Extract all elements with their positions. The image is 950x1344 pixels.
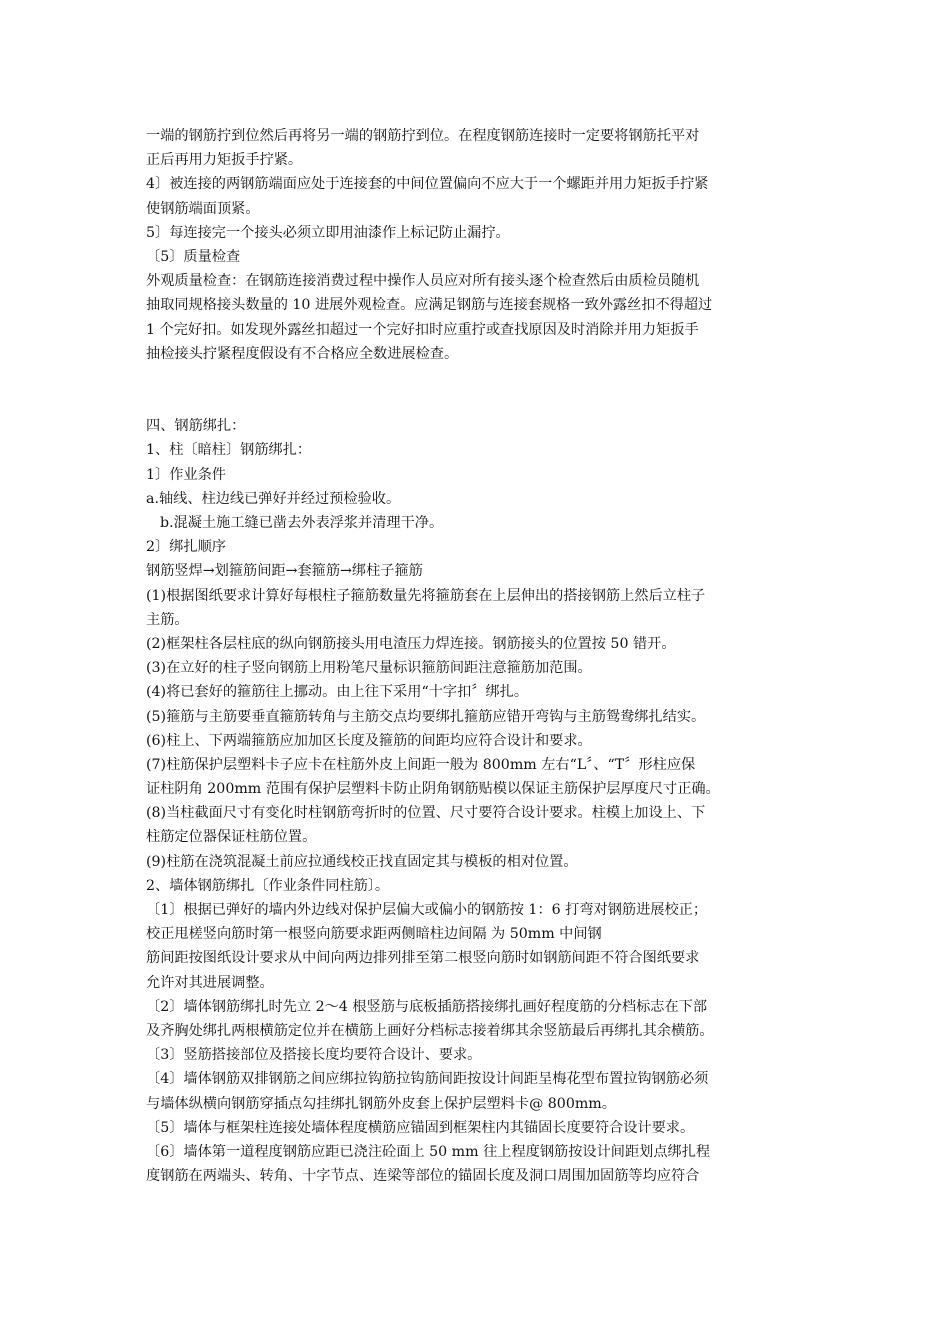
text-line: (4)将已套好的箍筋往上挪动。由上往下采用“十字扣〞绑扎。 xyxy=(146,684,529,701)
text-line: 允许对其进展调整。 xyxy=(146,974,274,991)
text-line: (6)柱上、下两端箍筋应加加区长度及箍筋的间距均应符合设计和要求。 xyxy=(146,732,592,749)
text-line: 抽检接头拧紧程度假设有不合格应全数进展检查。 xyxy=(146,345,459,362)
text-line: 5〕每连接完一个接头必须立即用油漆作上标记防止漏拧。 xyxy=(146,224,510,241)
text-line: 度钢筋在两端头、转角、十字节点、连梁等部位的锚固长度及洞口周围加固筋等均应符合 xyxy=(146,1168,700,1185)
text-line: 一端的钢筋拧到位然后再将另一端的钢筋拧到位。在程度钢筋连接时一定要将钢筋托平对 xyxy=(146,128,700,144)
text-line: 1〕作业条件 xyxy=(146,466,226,483)
paragraph-gap xyxy=(146,366,810,414)
text-line: 2〕绑扎顺序 xyxy=(146,539,226,556)
document-body xyxy=(146,124,810,1188)
text-line: 证柱阴角 200mm 范围有保护层塑料卡防止阴角钢筋贴模以保证主筋保护层厚度尺寸正确。 xyxy=(146,781,720,798)
section-heading: 四、钢筋绑扎： xyxy=(146,418,246,435)
text-line: (1)根据图纸要求计算好每根柱子箍筋数量先将箍筋套在上层伸出的搭接钢筋上然后立柱子 xyxy=(146,587,706,604)
text-line: 〔2〕墙体钢筋绑扎时先立 2～4 根竖筋与底板插筋搭接绑扎画好程度筋的分档标志在下部 xyxy=(146,998,708,1015)
text-line: 〔5〕墙体与框架柱连接处墙体程度横筋应锚固到框架柱内其锚固长度要符合设计要求。 xyxy=(146,1119,695,1136)
text-line: 1 个完好扣。如发现外露丝扣超过一个完好扣时应重拧或查找原因及时消除并用力矩扳手 xyxy=(146,321,699,338)
text-line: (3)在立好的柱子竖向钢筋上用粉笔尺量标识箍筋间距注意箍筋加范围。 xyxy=(146,660,592,677)
section-heading: 〔5〕质量检查 xyxy=(146,248,241,265)
text-line: 钢筋竖焊→划箍筋间距→套箍筋→绑柱子箍筋 xyxy=(146,563,423,580)
text-line: 使钢筋端面顶紧。 xyxy=(146,200,260,217)
text-line: 〔6〕墙体第一道程度钢筋应距已浇注砼面上 50 mm 往上程度钢筋按设计间距划点绑扎程 xyxy=(146,1143,711,1160)
text-line: (2)框架柱各层柱底的纵向钢筋接头用电渣压力焊连接。钢筋接头的位置按 50 错开。 xyxy=(146,635,676,652)
text-line: 与墙体纵横向钢筋穿插点勾挂绑扎钢筋外皮套上保护层塑料卡@ 800mm。 xyxy=(146,1095,616,1112)
text-line: (9)柱筋在浇筑混凝土前应拉通线校正找直固定其与模板的相对位置。 xyxy=(146,853,578,870)
text-line: 正后再用力矩扳手拧紧。 xyxy=(146,152,303,169)
text-line: 抽取同规格接头数量的 10 进展外观检查。应满足钢筋与连接套规格一致外露丝扣不得超过 xyxy=(146,297,713,314)
text-line: 〔1〕根据已弹好的墙内外边线对保护层偏大或偏小的钢筋按 1：6 打弯对钢筋进展校正； xyxy=(146,902,708,919)
text-line: 校正甩槎竖向筋时第一根竖向筋要求距两侧暗柱边间隔 为 50mm 中间钢 xyxy=(146,926,602,943)
text-line: 外观质量检查：在钢筋连接消费过程中操作人员应对所有接头逐个检查然后由质检员随机 xyxy=(146,273,700,290)
text-line: 4〕被连接的两钢筋端面应处于连接套的中间位置偏向不应大于一个螺距并用力矩扳手拧紧 xyxy=(146,176,709,193)
text-line: 〔4〕墙体钢筋双排钢筋之间应绑拉钩筋拉钩筋间距按设计间距呈梅花型布置拉钩钢筋必须 xyxy=(146,1071,709,1088)
text-line: 筋间距按图纸设计要求从中间向两边排列排至第二根竖向筋时如钢筋间距不符合图纸要求 xyxy=(146,950,700,967)
text-line: 柱筋定位器保证柱筋位置。 xyxy=(146,829,317,846)
subsection-heading: 2、墙体钢筋绑扎〔作业条件同柱筋〕。 xyxy=(146,877,390,894)
text-line: (7)柱筋保护层塑料卡子应卡在柱筋外皮上间距一般为 800mm 左右“L〞、“T〞形柱应保 xyxy=(146,756,696,773)
text-line: (8)当柱截面尺寸有变化时柱钢筋弯折时的位置、尺寸要符合设计要求。柱模上加设上、下 xyxy=(146,805,706,822)
text-line: 主筋。 xyxy=(146,611,189,628)
text-line: (5)箍筋与主筋要垂直箍筋转角与主筋交点均要绑扎箍筋应错开弯钩与主筋鸳鸯绑扎结实。 xyxy=(146,708,706,725)
text-line: a.轴线、柱边线已弹好并经过预检验收。 xyxy=(146,490,401,507)
text-line: 〔3〕竖筋搭接部位及搭接长度均要符合设计、要求。 xyxy=(146,1047,482,1064)
subsection-heading: 1、柱〔暗柱〕钢筋绑扎： xyxy=(146,442,312,459)
text-line: 及齐胸处绑扎两根横筋定位并在横筋上画好分档标志接着绑其余竖筋最后再绑扎其余横筋。 xyxy=(146,1022,714,1039)
text-line: b.混凝土施工缝已凿去外表浮浆并清理干净。 xyxy=(160,515,444,532)
